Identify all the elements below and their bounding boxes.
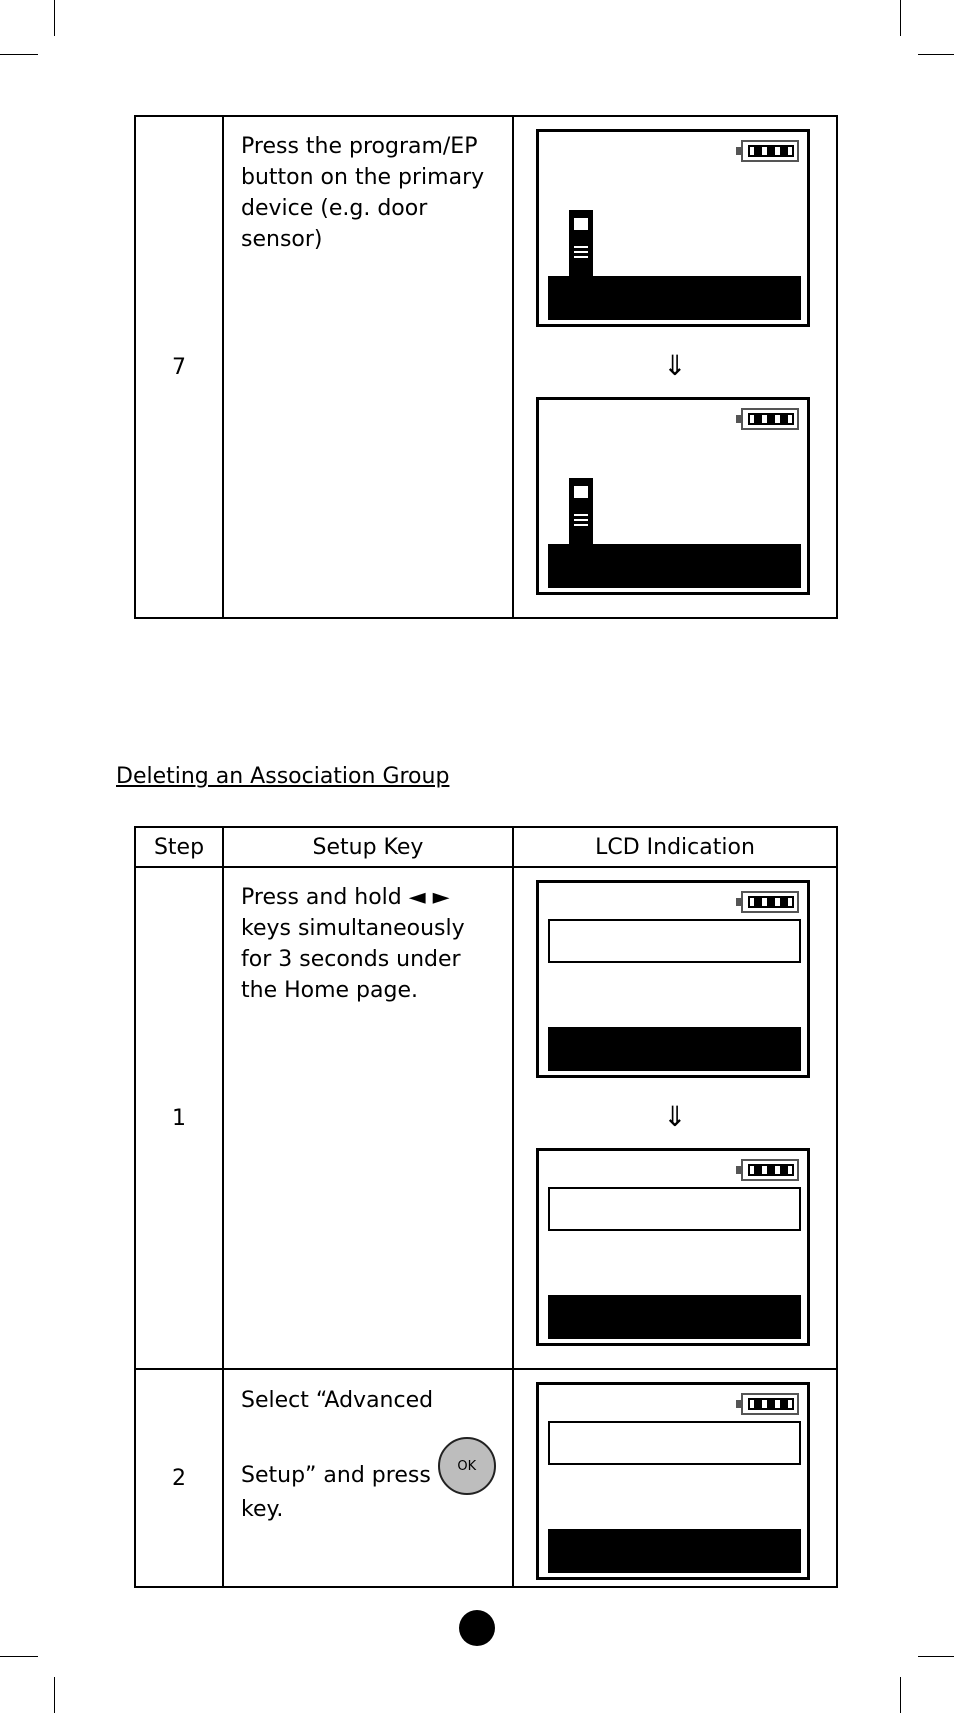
step-number: 2 xyxy=(135,1369,223,1587)
lcd-indication-cell xyxy=(513,1369,837,1587)
lcd-status-bar xyxy=(548,544,801,588)
down-arrow-icon: ⇓ xyxy=(663,349,687,382)
crop-mark xyxy=(0,54,38,55)
lcd-menu-box xyxy=(548,919,801,963)
lcd-screen xyxy=(536,397,810,595)
step-number: 7 xyxy=(135,116,223,618)
lcd-screen xyxy=(536,1382,810,1580)
battery-icon xyxy=(741,1159,799,1181)
lcd-status-bar xyxy=(548,1027,801,1071)
lcd-status-bar xyxy=(548,1295,801,1339)
page-marker-dot xyxy=(459,1610,495,1646)
crop-mark xyxy=(54,0,55,36)
table-row xyxy=(135,116,837,618)
lcd-status-bar xyxy=(548,276,801,320)
door-sensor-icon xyxy=(569,478,593,544)
lcd-indication-cell xyxy=(513,116,837,618)
step-7-table xyxy=(134,115,838,619)
table-row xyxy=(135,1369,837,1587)
crop-mark xyxy=(918,54,954,55)
lcd-screen xyxy=(536,129,810,327)
ok-button-icon: OK xyxy=(438,1437,496,1495)
header-setup-key: Setup Key xyxy=(223,827,513,867)
section-heading: Deleting an Association Group xyxy=(116,764,450,789)
battery-icon xyxy=(741,140,799,162)
setup-line: key. xyxy=(241,1497,284,1522)
crop-mark xyxy=(918,1656,954,1657)
crop-mark xyxy=(0,1656,38,1657)
table-row xyxy=(135,867,837,1369)
lcd-status-bar xyxy=(548,1529,801,1573)
lcd-indication-cell xyxy=(513,867,837,1369)
crop-mark xyxy=(900,1677,901,1713)
header-lcd: LCD Indication xyxy=(513,827,837,867)
lcd-screen xyxy=(536,880,810,1078)
lcd-menu-box xyxy=(548,1421,801,1465)
header-step: Step xyxy=(135,827,223,867)
battery-icon xyxy=(741,408,799,430)
down-arrow-icon: ⇓ xyxy=(663,1100,687,1133)
lcd-screen xyxy=(536,1148,810,1346)
setup-instruction: Press and hold ◄ ► keys simultaneously for 3 seconds under the Home page. xyxy=(223,867,513,1369)
battery-icon xyxy=(741,1393,799,1415)
crop-mark xyxy=(54,1677,55,1713)
door-sensor-icon xyxy=(569,210,593,276)
crop-mark xyxy=(900,0,901,36)
table-header-row xyxy=(135,827,837,867)
setup-instruction xyxy=(223,1369,513,1587)
delete-group-table xyxy=(134,826,838,1588)
step-number: 1 xyxy=(135,867,223,1369)
lcd-menu-box xyxy=(548,1187,801,1231)
setup-line: Select “Advanced xyxy=(241,1388,434,1413)
setup-instruction: Press the program/EP button on the primary device (e.g. door sensor) xyxy=(223,116,513,618)
setup-line-text: Setup” and press xyxy=(241,1463,431,1488)
battery-icon xyxy=(741,891,799,913)
